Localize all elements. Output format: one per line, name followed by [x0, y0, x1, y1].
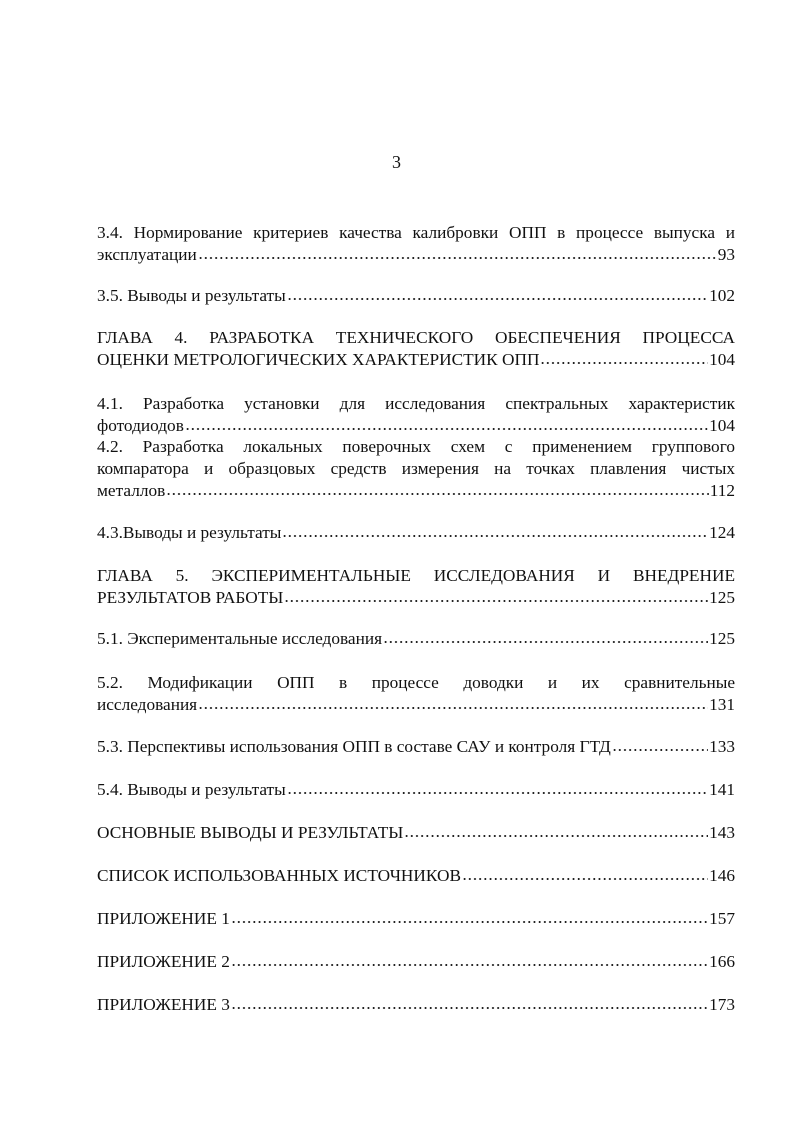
toc-entry-title: ПРИЛОЖЕНИЕ 3: [97, 995, 230, 1014]
toc-entry-line: 4.2. Разработка локальных поверочных схем с применением группового: [97, 437, 735, 456]
toc-entry-page: 133: [709, 737, 735, 756]
dot-leader: [462, 877, 708, 881]
toc-entry-page: 125: [709, 588, 735, 607]
toc-entry-page: 124: [709, 523, 735, 542]
toc-entry[interactable]: [97, 672, 735, 716]
dot-leader: [231, 963, 708, 967]
toc-entry-page: 104: [709, 416, 735, 435]
toc-entry[interactable]: [97, 222, 735, 266]
toc-entry-last-line: [97, 480, 735, 502]
dot-leader: [198, 256, 717, 260]
toc-entry-last-line: [97, 522, 735, 544]
toc-entry-last-line: [97, 285, 735, 307]
toc-entry[interactable]: [97, 779, 735, 801]
toc-entry-line: 5.2. Модификации ОПП в процессе доводки и их сравнительные: [97, 673, 735, 692]
dot-leader: [404, 834, 708, 838]
toc-entry[interactable]: [97, 908, 735, 930]
dot-leader: [540, 361, 708, 365]
toc-entry[interactable]: [97, 736, 735, 758]
toc-entry-title: 4.3.Выводы и результаты: [97, 523, 282, 542]
toc-entry-page: 102: [709, 286, 735, 305]
toc-entry-page: 146: [709, 866, 735, 885]
page-number: 3: [392, 152, 401, 172]
toc-entry-title: фотодиодов: [97, 416, 184, 435]
toc-entry-line: ГЛАВА 5. ЭКСПЕРИМЕНТАЛЬНЫЕ ИССЛЕДОВАНИЯ И ВНЕДРЕНИЕ: [97, 566, 735, 585]
toc-entry-last-line: [97, 994, 735, 1016]
toc-entry-last-line: [97, 779, 735, 801]
toc-entry[interactable]: [97, 628, 735, 650]
toc-entry-title: ОЦЕНКИ МЕТРОЛОГИЧЕСКИХ ХАРАКТЕРИСТИК ОПП: [97, 350, 540, 369]
toc-entry-title: металлов: [97, 481, 166, 500]
toc-entry[interactable]: [97, 327, 735, 371]
dot-leader: [287, 791, 708, 795]
toc-entry-page: 104: [709, 350, 735, 369]
toc-entry-last-line: [97, 587, 735, 609]
toc-entry[interactable]: [97, 393, 735, 437]
toc-entry[interactable]: [97, 522, 735, 544]
toc-entry-page: 173: [709, 995, 735, 1014]
toc-entry-last-line: [97, 865, 735, 887]
toc-entry-last-line: [97, 349, 735, 371]
dot-leader: [166, 492, 708, 496]
toc-entry-last-line: [97, 628, 735, 650]
toc-entry-title: 5.1. Экспериментальные исследования: [97, 629, 383, 648]
toc-entry-last-line: [97, 244, 735, 266]
toc-entry[interactable]: [97, 285, 735, 307]
dot-leader: [383, 640, 708, 644]
toc-entry-page: 166: [709, 952, 735, 971]
toc-entry-title: 5.4. Выводы и результаты: [97, 780, 286, 799]
dot-leader: [284, 599, 708, 603]
toc-entry-title: 5.3. Перспективы использования ОПП в составе САУ и контроля ГТД: [97, 737, 611, 756]
toc-entry-page: 157: [709, 909, 735, 928]
toc-entry-title: 3.5. Выводы и результаты: [97, 286, 286, 305]
toc-entry-title: эксплуатации: [97, 245, 197, 264]
toc-entry-line: 3.4. Нормирование критериев качества калибровки ОПП в процессе выпуска и: [97, 223, 735, 242]
dot-leader: [185, 427, 708, 431]
toc-entry-title: ОСНОВНЫЕ ВЫВОДЫ И РЕЗУЛЬТАТЫ: [97, 823, 404, 842]
toc-entry-page: 112: [709, 481, 735, 500]
toc-entry[interactable]: [97, 994, 735, 1016]
toc-entry-last-line: [97, 908, 735, 930]
toc-entry-page: 141: [709, 780, 735, 799]
toc-entry-page: 93: [717, 245, 735, 264]
toc-entry[interactable]: [97, 865, 735, 887]
toc-entry-page: 143: [709, 823, 735, 842]
toc-entry[interactable]: [97, 822, 735, 844]
toc-entry-page: 125: [709, 629, 735, 648]
toc-entry-last-line: [97, 822, 735, 844]
toc-entry-title: ПРИЛОЖЕНИЕ 2: [97, 952, 230, 971]
dot-leader: [612, 748, 708, 752]
toc-entry[interactable]: [97, 436, 735, 502]
toc-entry-line: компаратора и образцовых средств измерения на точках плавления чистых: [97, 459, 735, 478]
toc-entry-title: исследования: [97, 695, 198, 714]
dot-leader: [231, 1006, 708, 1010]
toc-entry-title: РЕЗУЛЬТАТОВ РАБОТЫ: [97, 588, 284, 607]
toc-entry-title: ПРИЛОЖЕНИЕ 1: [97, 909, 230, 928]
toc-entry-last-line: [97, 415, 735, 437]
toc-entry-last-line: [97, 736, 735, 758]
toc-entry[interactable]: [97, 565, 735, 609]
toc-entry-last-line: [97, 694, 735, 716]
dot-leader: [231, 920, 708, 924]
toc-entry[interactable]: [97, 951, 735, 973]
dot-leader: [198, 706, 708, 710]
toc-entry-title: СПИСОК ИСПОЛЬЗОВАННЫХ ИСТОЧНИКОВ: [97, 866, 461, 885]
toc-entry-page: 131: [709, 695, 735, 714]
toc-entry-line: 4.1. Разработка установки для исследования спектральных характеристик: [97, 394, 735, 413]
toc-entry-last-line: [97, 951, 735, 973]
dot-leader: [282, 534, 708, 538]
toc-entry-line: ГЛАВА 4. РАЗРАБОТКА ТЕХНИЧЕСКОГО ОБЕСПЕЧЕНИЯ ПРОЦЕССА: [97, 328, 735, 347]
dot-leader: [287, 297, 708, 301]
